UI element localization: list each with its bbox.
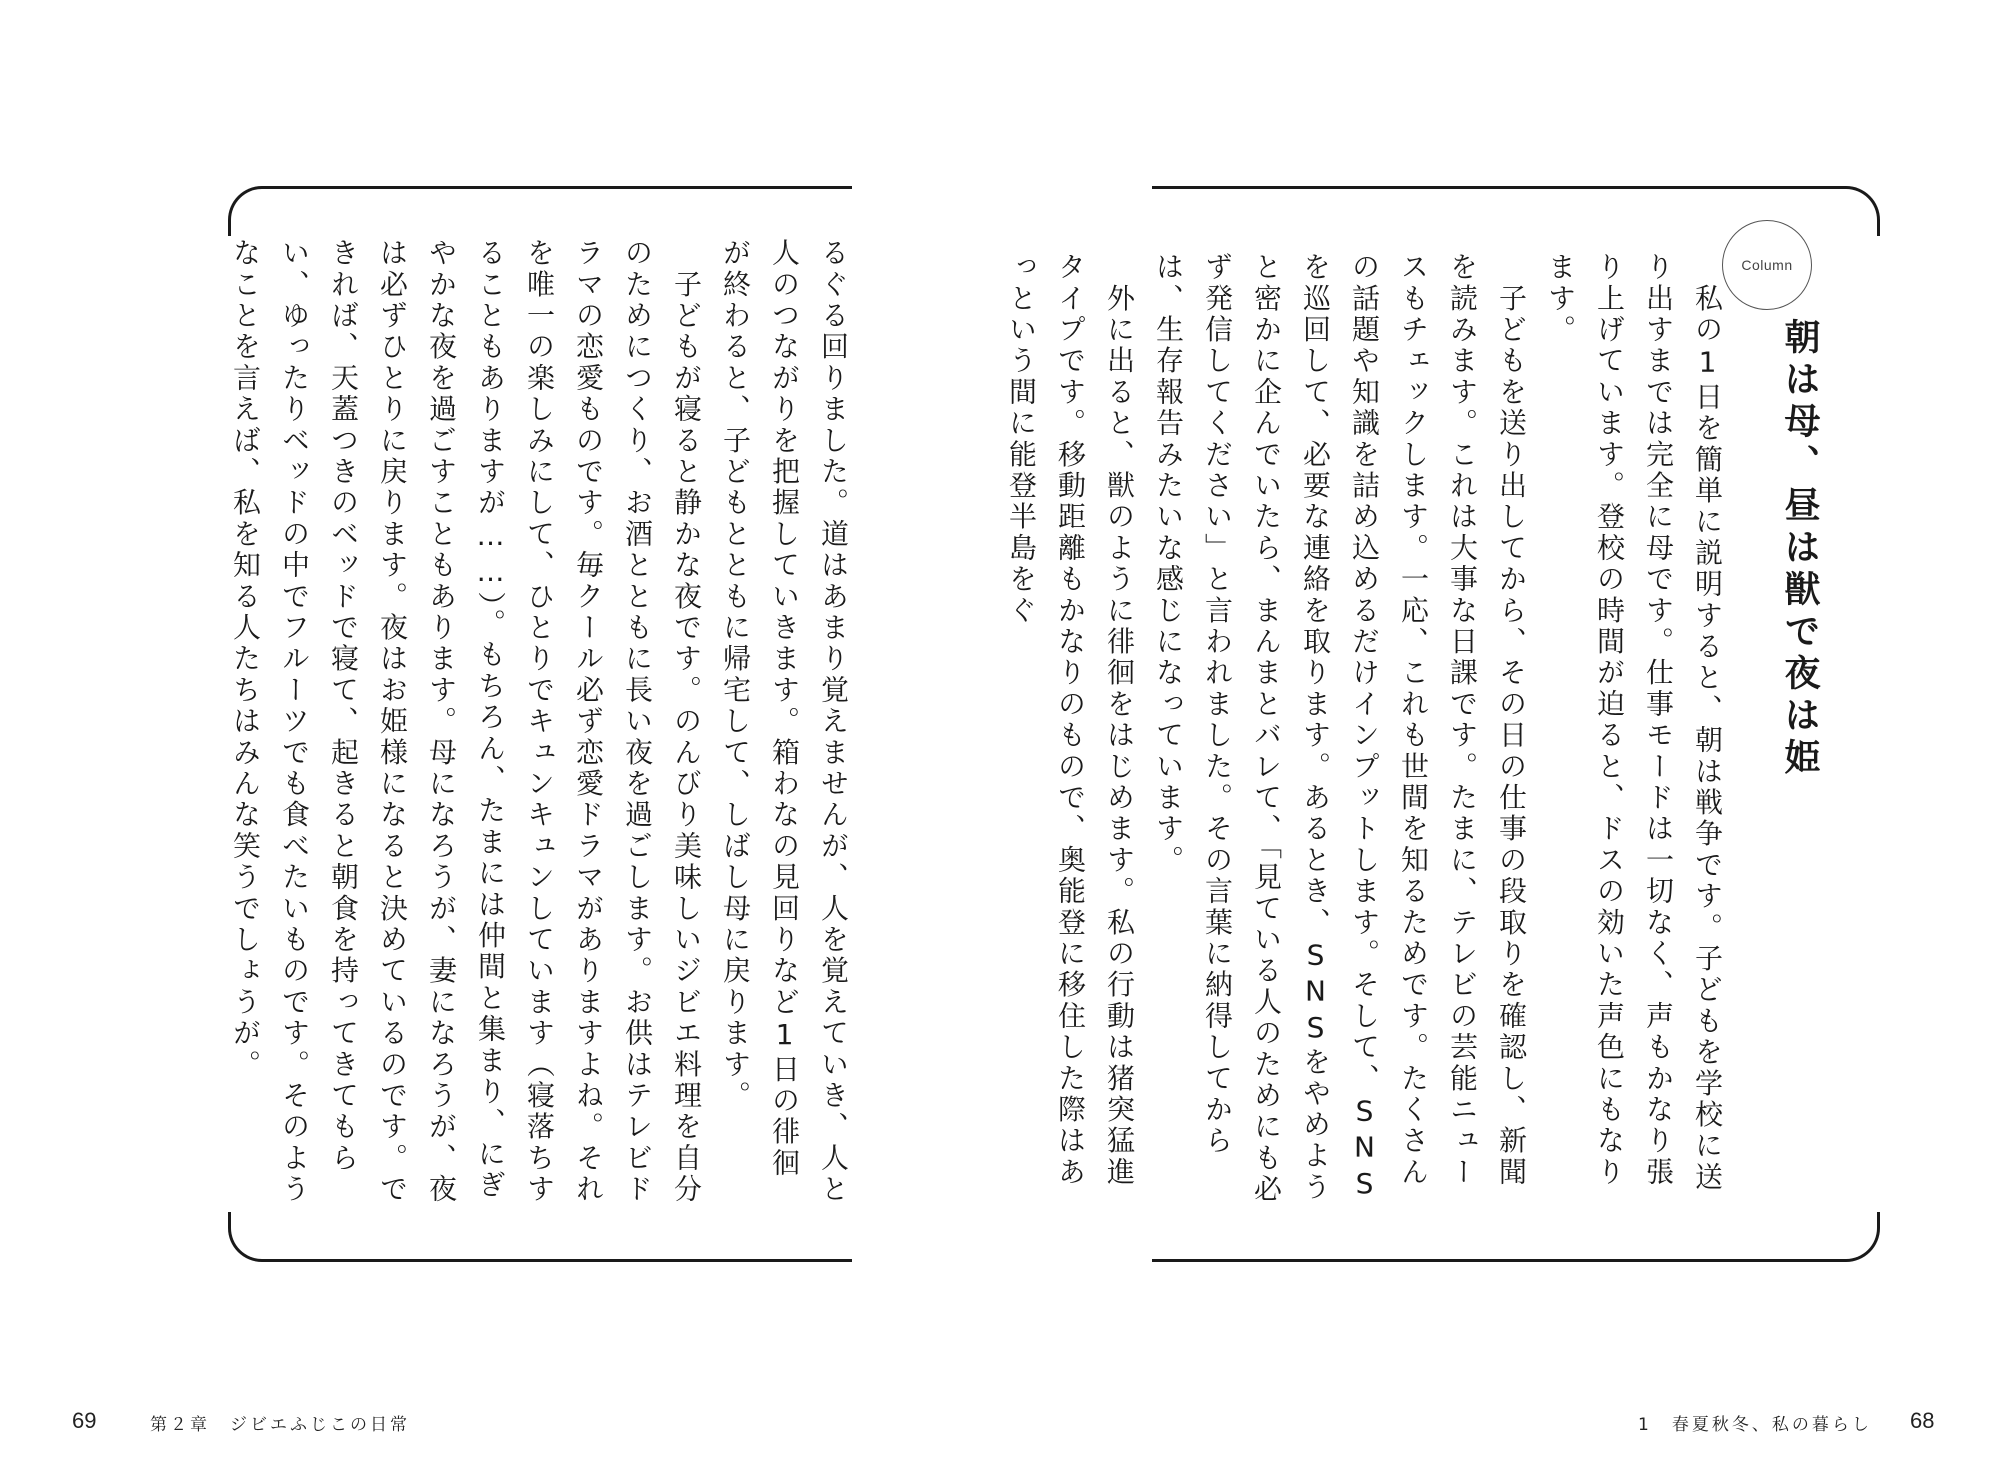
paragraph: 外に出ると、獣のように徘徊をはじめます。私の行動は猪突猛進タイプです。移動距離もかなりのもので、奥能登に移住した際はあっという間に能登半島をぐ: [1005, 252, 1136, 1188]
left-page-body: [221, 238, 858, 1208]
paragraph: 子どもを送り出してから、その日の仕事の段取りを確認し、新聞を読みます。これは大事な日課です。たまに、テレビの芸能ニュースもチェックします。一応、これも世間を知るためです。たくさんの話題や知識を詰め込めるだけインプットします。そして、SNSを巡回して、必要な連絡を取ります。あるとき、SNSをやめようと密かに企んでいたら、まんまとバレて、「見ている人のためにも必ず発信してください」と言われました。その言葉に納得してからは、生存報告みたいな感じになっています。: [1152, 252, 1528, 1206]
left-running-head: 第２章 ジビエふじこの日常: [150, 1415, 410, 1435]
left-page-number: 69: [72, 1408, 97, 1433]
paragraph: 私の1日を簡単に説明すると、朝は戦争です。子どもを学校に送り出すまでは完全に母です。仕事モードは一切なく、声もかなり張り上げています。登校の時間が迫ると、ドスの効いた声色にもなります。: [1544, 252, 1724, 1193]
right-frame-gap: [1874, 236, 1884, 1212]
right-page-body: [997, 252, 1732, 1212]
column-title: 朝は母、昼は獣で夜は姫: [1779, 318, 1820, 780]
right-page-number: 68: [1910, 1408, 1935, 1433]
paragraph: 子どもが寝ると静かな夜です。のんびり美味しいジビエ料理を自分のためにつくり、お酒とともに長い夜を過ごします。お供はテレビドラマの恋愛ものです。毎クール必ず恋愛ドラマがありますよね。それを唯一の楽しみにして、ひとりでキュンキュンしています（寝落ちすることもありますが……）。もちろん、たまには仲間と集まり、にぎやかな夜を過ごすこともあります。母になろうが、妻になろうが、夜は必ずひとりに戻ります。夜はお姫様になると決めているのです。できれば、天蓋つきのベッドで寝て、起きると朝食を持ってきてもらい、ゆったりベッドの中でフルーツでも食べたいものです。そのようなことを言えば、私を知る人たちはみんな笑うでしょうが。: [229, 238, 703, 1206]
paragraph: るぐる回りました。道はあまり覚えませんが、人を覚えていき、人と人のつながりを把握していきます。箱わなの見回りなど1日の徘徊が終わると、子どもとともに帰宅して、しばし母に戻ります。: [719, 238, 850, 1206]
column-badge: Column: [1722, 220, 1812, 310]
right-running-head: 1 春夏秋冬、私の暮らし: [1638, 1415, 1872, 1435]
